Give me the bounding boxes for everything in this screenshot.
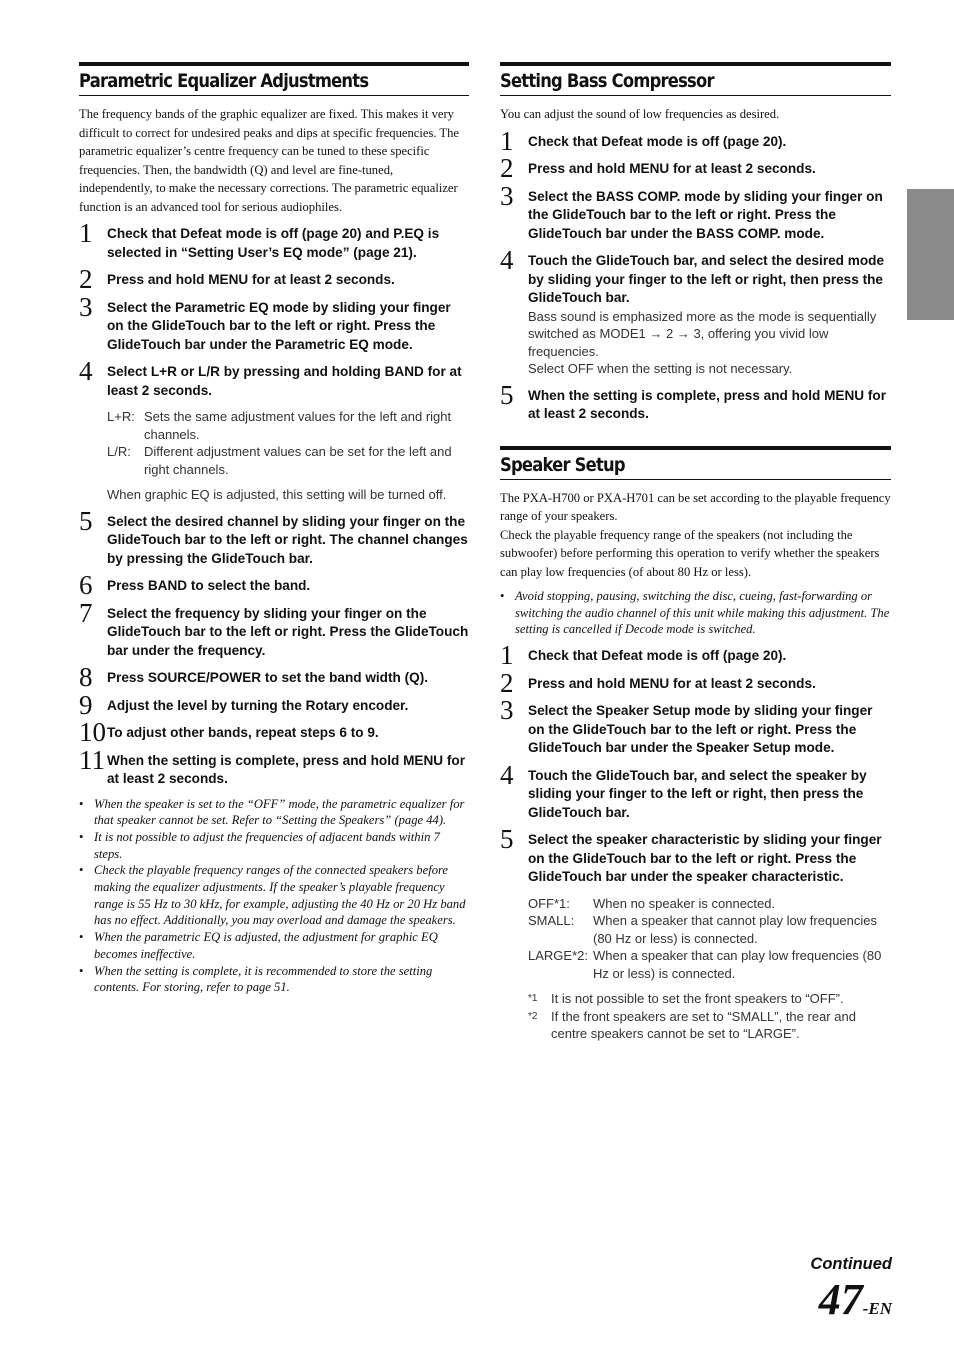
section-title-bass-compressor: Setting Bass Compressor bbox=[500, 70, 714, 92]
footnote-row bbox=[528, 990, 891, 1008]
step-item bbox=[500, 640, 891, 671]
option-text: Different adjustment values can be set for the left and right channels. bbox=[144, 444, 452, 477]
step-text: When the setting is complete, press and hold MENU for at least 2 seconds. bbox=[107, 752, 466, 786]
step-item bbox=[500, 245, 891, 378]
step-item bbox=[79, 597, 469, 661]
step-text: Check that Defeat mode is off (page 20) and P.EQ is selected in “Setting User’s EQ mode” (page 21). bbox=[107, 226, 440, 260]
step-item bbox=[500, 695, 891, 758]
page-number bbox=[770, 1276, 892, 1334]
section-title-parametric-eq: Parametric Equalizer Adjustments bbox=[79, 70, 369, 92]
step-number: 4 bbox=[79, 356, 93, 386]
step-text: Touch the GlideTouch bar, and select the desired mode by sliding your finger to the left or right, then press the GlideTouch bar. bbox=[528, 253, 885, 305]
step-text: Press and hold MENU for at least 2 seconds. bbox=[528, 675, 816, 691]
step-item bbox=[79, 291, 469, 355]
step-number: 9 bbox=[79, 689, 93, 720]
step-item bbox=[79, 505, 469, 569]
note-item: • It is not possible to adjust the frequencies of adjacent bands within 7 steps. bbox=[79, 829, 469, 862]
step-item bbox=[500, 180, 891, 244]
option-text: When a speaker that cannot play low frequencies (80 Hz or less) is connected. bbox=[593, 913, 878, 946]
step-number: 2 bbox=[500, 153, 514, 183]
section-header bbox=[500, 446, 891, 480]
step-note: Select OFF when the setting is not necessary. bbox=[528, 361, 793, 376]
section-tab-marker bbox=[907, 189, 954, 320]
intro-paragraph: Check the playable frequency range of the speakers (not including the subwoofer) before performing this operation to verify whether the speakers can play low frequencies (of about 80 Hz or less). bbox=[500, 527, 880, 579]
step-item bbox=[500, 379, 891, 424]
note-item: • Check the playable frequency ranges of the connected speakers before making the equalizer adjustments. If the speaker’s playable frequency range is 55 Hz to 30 kHz, for example, adjusting the 40 Hz or 20 Hz band has no effect. Additionally, you may overload and damage the speakers. bbox=[79, 862, 469, 929]
step-text: Select the BASS COMP. mode by sliding your finger on the GlideTouch bar to the left or right. Press the GlideTouch bar under the BASS COMP. mode. bbox=[528, 188, 883, 241]
step-item bbox=[79, 744, 469, 789]
option-text: Sets the same adjustment values for the left and right channels. bbox=[144, 409, 452, 442]
step-item bbox=[79, 570, 469, 600]
option-key: OFF*1: bbox=[528, 895, 570, 911]
step-text: Select the Speaker Setup mode by sliding your finger on the GlideTouch bar to the left or right. Press the GlideTouch bar under the Speaker Setup mode. bbox=[528, 703, 873, 756]
step-options bbox=[107, 408, 469, 478]
caution-item: • Avoid stopping, pausing, switching the disc, cueing, fast-forwarding or switching the audio channel of this unit while making this adjustment. The setting is cancelled if Decode mode is switched. bbox=[500, 588, 891, 638]
step-number: 2 bbox=[79, 264, 93, 294]
step-item bbox=[79, 662, 469, 692]
caution-list bbox=[500, 588, 891, 638]
step-text: Press and hold MENU for at least 2 seconds. bbox=[107, 272, 395, 287]
step-text: Select the desired channel by sliding your finger on the GlideTouch bar to the left or right. The channel changes by pressing the GlideTouch bar. bbox=[107, 513, 468, 566]
step-number: 3 bbox=[500, 695, 514, 726]
step-number: 3 bbox=[79, 291, 93, 322]
step-number: 1 bbox=[500, 640, 514, 671]
notes-list bbox=[79, 796, 469, 996]
option-key: L/R: bbox=[107, 444, 131, 459]
step-number: 4 bbox=[500, 245, 514, 275]
note-item: • When the speaker is set to the “OFF” mode, the parametric equalizer for that speaker cannot be set. Refer to “Setting the Speakers” (page 44). bbox=[79, 796, 469, 829]
intro-paragraph: The frequency bands of the graphic equalizer are fixed. This makes it very difficult to correct for undesired peaks and dips at specific frequencies. The parametric equalizer’s centre frequency can be tuned to these specific frequencies. Then, the bandwidth (Q) and level are fine-tuned, independently, to make the necessary corrections. The parametric equalizer function is an advanced tool for serious audiophiles. bbox=[79, 107, 460, 214]
step-number: 7 bbox=[79, 597, 93, 628]
step-number: 2 bbox=[500, 667, 514, 698]
step-number: 3 bbox=[500, 180, 514, 211]
intro-paragraph: You can adjust the sound of low frequencies as desired. bbox=[500, 107, 780, 121]
option-text: When no speaker is connected. bbox=[593, 895, 776, 911]
step-note: When graphic EQ is adjusted, this setting will be turned off. bbox=[107, 487, 447, 502]
step-item bbox=[500, 125, 891, 156]
step-text: Touch the GlideTouch bar, and select the speaker by sliding your finger to the left or right, then press the GlideTouch bar. bbox=[528, 767, 867, 820]
step-item bbox=[79, 264, 469, 294]
step-text: Select the speaker characteristic by sliding your finger on the GlideTouch bar to the left or right. Press the GlideTouch bar under the speaker characteristic. bbox=[528, 832, 882, 885]
step-item bbox=[500, 824, 891, 1043]
step-number: 8 bbox=[79, 662, 93, 692]
section-title-speaker-setup: Speaker Setup bbox=[500, 453, 625, 476]
option-key: SMALL: bbox=[528, 913, 575, 929]
footnotes bbox=[528, 990, 891, 1043]
step-number: 6 bbox=[79, 570, 93, 600]
left-column bbox=[79, 62, 469, 996]
step-text: Select the Parametric EQ mode by sliding your finger on the GlideTouch bar to the left or right. Press the GlideTouch bar under the Parametric EQ mode. bbox=[107, 299, 451, 352]
step-options bbox=[528, 895, 891, 983]
option-row bbox=[528, 947, 891, 982]
step-number: 5 bbox=[500, 824, 514, 855]
footnote-text: If the front speakers are set to “SMALL”, the rear and centre speakers cannot be set to “LARGE”. bbox=[551, 1008, 856, 1042]
continued-label: Continued bbox=[810, 1255, 892, 1273]
step-item bbox=[79, 218, 469, 262]
step-item bbox=[79, 356, 469, 504]
note-item: • When the parametric EQ is adjusted, the adjustment for graphic EQ becomes ineffective. bbox=[79, 929, 469, 962]
footnote-text: It is not possible to set the front speakers to “OFF”. bbox=[551, 991, 844, 1007]
step-text: Adjust the level by turning the Rotary encoder. bbox=[107, 697, 409, 713]
step-number: 4 bbox=[500, 759, 514, 790]
step-number: 1 bbox=[500, 125, 514, 156]
step-number: 11 bbox=[79, 744, 105, 775]
footnote-row bbox=[528, 1008, 891, 1043]
section-header bbox=[79, 62, 469, 96]
step-number: 1 bbox=[79, 218, 93, 248]
option-row bbox=[528, 895, 891, 913]
step-text: Press and hold MENU for at least 2 seconds. bbox=[528, 161, 816, 176]
note-item: • When the setting is complete, it is recommended to store the setting contents. For storing, refer to page 51. bbox=[79, 963, 469, 996]
step-text: Select L+R or L/R by pressing and holding BAND for at least 2 seconds. bbox=[107, 364, 462, 398]
option-row bbox=[107, 408, 469, 443]
step-text: When the setting is complete, press and hold MENU for at least 2 seconds. bbox=[528, 387, 887, 421]
page-number-value: 47 bbox=[818, 1275, 863, 1324]
step-number: 5 bbox=[500, 379, 514, 410]
step-item bbox=[79, 689, 469, 720]
step-note: Bass sound is emphasized more as the mode is sequentially switched as MODE1 → 2 → 3, offering you vivid low frequencies. bbox=[528, 308, 877, 359]
step-item bbox=[500, 759, 891, 823]
step-number: 10 bbox=[79, 717, 106, 747]
section-header bbox=[500, 62, 891, 96]
option-text: When a speaker that can play low frequencies (80 Hz or less) is connected. bbox=[593, 948, 882, 981]
option-row bbox=[107, 443, 469, 478]
step-number: 5 bbox=[79, 505, 93, 536]
option-key: LARGE*2: bbox=[528, 948, 588, 964]
step-text: Check that Defeat mode is off (page 20). bbox=[528, 133, 787, 149]
option-key: L+R: bbox=[107, 409, 135, 424]
step-text: To adjust other bands, repeat steps 6 to 9. bbox=[107, 725, 379, 740]
step-text: Select the frequency by sliding your finger on the GlideTouch bar to the left or right. Press the GlideTouch bar under the frequency. bbox=[107, 605, 469, 658]
page-language-suffix: -EN bbox=[862, 1299, 892, 1318]
footnote-key: *1 bbox=[528, 993, 538, 1005]
step-text: Check that Defeat mode is off (page 20). bbox=[528, 648, 787, 664]
step-item bbox=[500, 153, 891, 183]
intro-paragraph: The PXA-H700 or PXA-H701 can be set according to the playable frequency range of your speakers. bbox=[500, 490, 891, 523]
step-item bbox=[79, 717, 469, 747]
step-text: Press SOURCE/POWER to set the band width (Q). bbox=[107, 670, 428, 685]
footnote-key: *2 bbox=[528, 1010, 538, 1022]
step-text: Press BAND to select the band. bbox=[107, 578, 311, 593]
right-column bbox=[500, 62, 891, 1043]
step-item bbox=[500, 667, 891, 698]
option-row bbox=[528, 912, 891, 947]
